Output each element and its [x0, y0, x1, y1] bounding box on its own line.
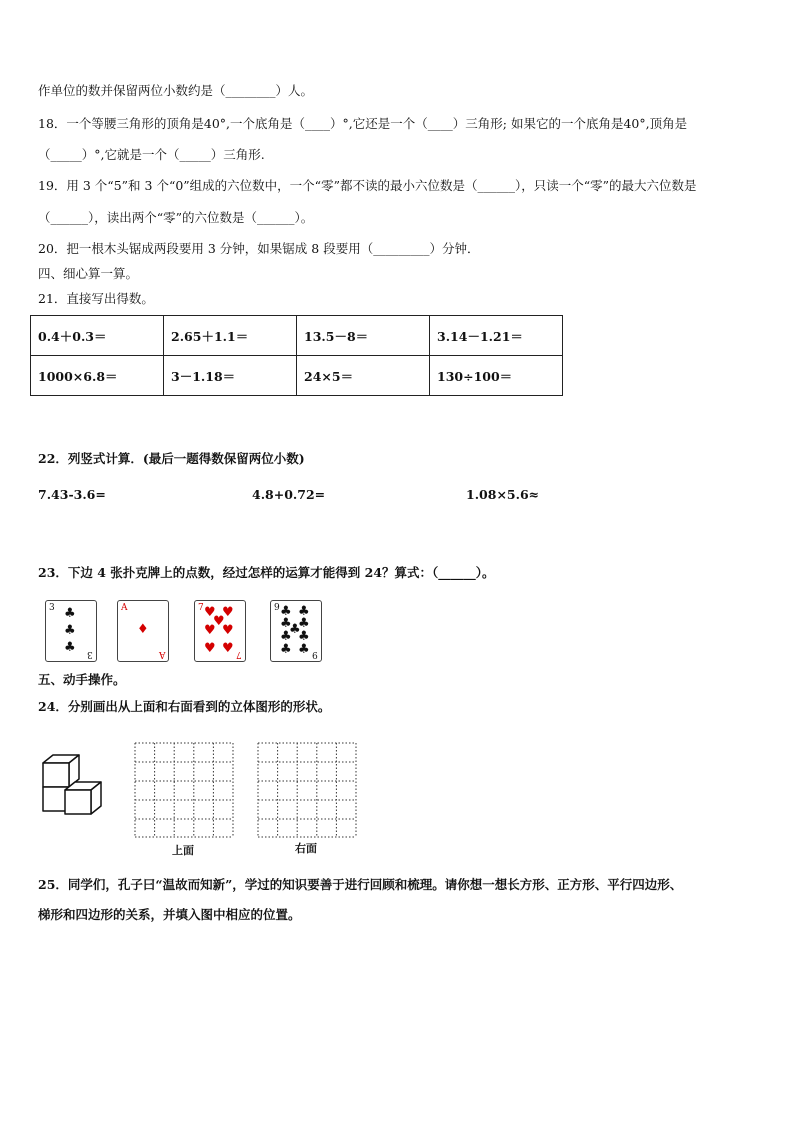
- club-icon: ♣: [280, 604, 292, 619]
- diamond-icon: ♦: [137, 622, 149, 637]
- table-cell: 130÷100＝: [430, 356, 563, 396]
- question-24: 24．分别画出从上面和右面看到的立体图形的形状。: [38, 699, 331, 714]
- table-cell: 3.14－1.21＝: [430, 316, 563, 356]
- question-23: 23．下边 4 张扑克牌上的点数，经过怎样的运算才能得到 24？算式：（______）。: [38, 565, 495, 580]
- question-25-line1: 25．同学们，孔子曰“温故而知新”，学过的知识要善于进行回顾和梳理。请你想一想长方形、正方形、平行四边形、: [38, 877, 683, 892]
- heart-icon: ♥: [204, 641, 216, 656]
- heart-icon: ♥: [222, 623, 234, 638]
- question-18-line1: 18．一个等腰三角形的顶角是40°,一个底角是（____）°,它还是一个（____）三角形; 如果它的一个底角是40°,顶角是: [38, 116, 688, 131]
- playing-card-ace-diamonds: [117, 600, 169, 662]
- heart-icon: ♥: [204, 623, 216, 638]
- table-row: [31, 316, 563, 356]
- club-icon: ♣: [64, 640, 76, 655]
- club-icon: ♣: [64, 606, 76, 621]
- table-cell: 0.4＋0.3＝: [31, 316, 164, 356]
- club-icon: ♣: [298, 642, 310, 657]
- vertical-problem-3: 1.08×5.6≈: [466, 487, 540, 502]
- club-icon: ♣: [280, 629, 292, 644]
- card-rank: A: [158, 649, 165, 659]
- heart-icon: ♥: [204, 605, 216, 620]
- question-20: 20．把一根木头锯成两段要用 3 分钟，如果锯成 8 段要用（_________）分钟．: [38, 241, 480, 256]
- playing-card-7-hearts: [194, 600, 246, 662]
- calc-table: [30, 315, 563, 396]
- card-rank: 3: [49, 603, 55, 613]
- club-icon: ♣: [280, 642, 292, 657]
- table-row: [31, 356, 563, 396]
- grid-label-top: 上面: [172, 844, 194, 857]
- table-cell: 3－1.18＝: [164, 356, 297, 396]
- card-rank: 3: [87, 649, 93, 659]
- line-q17-end: 作单位的数并保留两位小数约是（________）人。: [38, 83, 314, 98]
- table-cell: 1000×6.8＝: [31, 356, 164, 396]
- club-icon: ♣: [298, 629, 310, 644]
- playing-card-9-clubs: [270, 600, 322, 662]
- dotted-grid-right-view: [256, 741, 358, 839]
- card-rank: 9: [312, 649, 318, 659]
- heart-icon: ♥: [222, 605, 234, 620]
- question-19-line2: （______），读出两个“零”的六位数是（______）。: [38, 210, 314, 225]
- vertical-problem-2: 4.8+0.72=: [252, 487, 326, 502]
- card-rank: 7: [198, 603, 204, 613]
- dotted-grid-top-view: [133, 741, 235, 839]
- card-rank: 7: [236, 649, 242, 659]
- cube-figure: [40, 752, 110, 818]
- table-cell: 24×5＝: [297, 356, 430, 396]
- card-rank: A: [121, 603, 128, 613]
- question-22: 22．列竖式计算．(最后一题得数保留两位小数): [38, 451, 305, 466]
- question-19-line1: 19．用 3 个“5”和 3 个“0”组成的六位数中，一个“零”都不读的最小六位数是（______），只读一个“零”的最大六位数是: [38, 178, 697, 193]
- grid-label-right: 右面: [295, 842, 317, 855]
- table-cell: 13.5－8＝: [297, 316, 430, 356]
- club-icon: ♣: [298, 604, 310, 619]
- club-icon: ♣: [64, 623, 76, 638]
- section-5-heading: 五、动手操作。: [38, 672, 126, 687]
- heart-icon: ♥: [222, 641, 234, 656]
- question-21: 21．直接写出得数。: [38, 291, 154, 306]
- table-cell: 2.65＋1.1＝: [164, 316, 297, 356]
- playing-card-3-clubs: [45, 600, 97, 662]
- club-icon: ♣: [289, 622, 301, 637]
- heart-icon: ♥: [213, 614, 225, 629]
- question-18-line2: （_____）°,它就是一个（_____）三角形.: [38, 147, 265, 162]
- club-icon: ♣: [298, 616, 310, 631]
- question-25-line2: 梯形和四边形的关系，并填入图中相应的位置。: [38, 907, 301, 922]
- vertical-problem-1: 7.43-3.6=: [38, 487, 106, 502]
- section-4-heading: 四、细心算一算。: [38, 266, 139, 281]
- card-rank: 9: [274, 603, 280, 613]
- club-icon: ♣: [280, 616, 292, 631]
